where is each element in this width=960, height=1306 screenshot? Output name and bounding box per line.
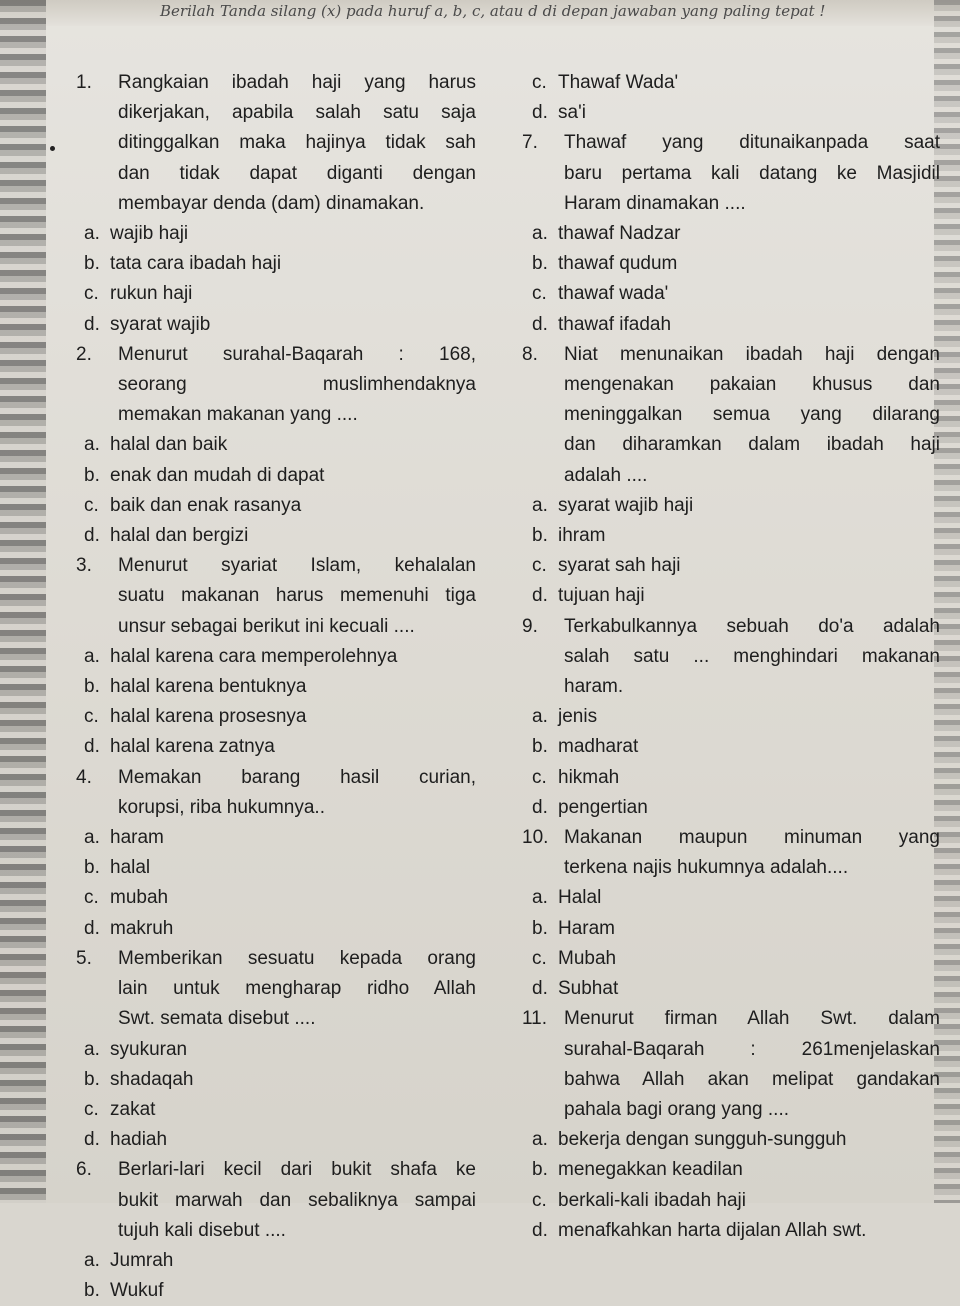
option-d bbox=[522, 793, 940, 823]
question-number: 9. bbox=[522, 615, 538, 637]
option-label: b. bbox=[532, 917, 548, 939]
question-number: 1. bbox=[76, 72, 92, 93]
option-label: d. bbox=[84, 917, 100, 939]
option-label: a. bbox=[84, 434, 100, 456]
question-stem-line: Memberikan sesuatu kepada orang bbox=[118, 947, 476, 969]
option-d bbox=[522, 1216, 940, 1246]
option-label: b. bbox=[84, 857, 100, 879]
option-text: enak dan mudah di dapat bbox=[110, 464, 325, 486]
question-stem-line: Rangkaian ibadah haji yang harus bbox=[118, 72, 476, 93]
question-stem-line: korupsi, riba hukumnya.. bbox=[118, 796, 325, 818]
right-column bbox=[522, 68, 940, 1246]
option-label: d. bbox=[84, 525, 100, 547]
option-text: madharat bbox=[558, 736, 639, 758]
question-stem-line: baru pertama kali datang ke Masjidil bbox=[564, 162, 940, 184]
option-d bbox=[522, 974, 940, 1004]
option-label: b. bbox=[84, 1068, 100, 1090]
question-stem-line: meninggalkan semua yang dilarang bbox=[564, 404, 940, 426]
option-label: c. bbox=[532, 947, 547, 969]
option-text: thawaf qudum bbox=[558, 253, 678, 275]
option-b bbox=[522, 732, 940, 762]
question-4 bbox=[76, 763, 476, 944]
option-label: c. bbox=[84, 1098, 99, 1120]
question-number: 4. bbox=[76, 766, 92, 788]
option-c bbox=[522, 944, 940, 974]
question-stem-line: lain untuk mengharap ridho Allah bbox=[118, 978, 476, 1000]
option-text: hikmah bbox=[558, 766, 620, 788]
question-stem-line: memakan makanan yang .... bbox=[118, 404, 358, 426]
question-stem-line: bukit marwah dan sebaliknya sampai bbox=[118, 1189, 476, 1211]
option-text: halal karena prosesnya bbox=[110, 706, 307, 728]
option-a bbox=[76, 642, 476, 672]
option-label: b. bbox=[84, 676, 100, 698]
question-number: 3. bbox=[76, 555, 92, 577]
option-b bbox=[76, 1276, 476, 1306]
option-label: c. bbox=[84, 494, 99, 516]
option-d bbox=[76, 310, 476, 340]
option-label: a. bbox=[532, 706, 548, 728]
option-text: bekerja dengan sungguh-sungguh bbox=[558, 1129, 847, 1151]
option-c bbox=[76, 883, 476, 913]
option-label: d. bbox=[84, 313, 100, 335]
option-text: syukuran bbox=[110, 1038, 188, 1060]
option-c bbox=[76, 279, 476, 309]
option-text: haram bbox=[110, 827, 164, 849]
option-b bbox=[522, 521, 940, 551]
option-text: tujuan haji bbox=[558, 585, 645, 607]
question-stem-line: Makanan maupun minuman yang bbox=[564, 827, 940, 849]
question-stem-line: seorang muslimhendaknya bbox=[118, 374, 476, 396]
question-1 bbox=[76, 68, 476, 340]
question-stem bbox=[522, 612, 940, 703]
question-stem-line: salah satu ... menghindari makanan bbox=[564, 645, 940, 667]
question-stem-line: bahwa Allah akan melipat gandakan bbox=[564, 1068, 940, 1090]
option-label: c. bbox=[84, 887, 99, 909]
question-stem-line: pahala bagi orang yang .... bbox=[564, 1098, 790, 1120]
question-stem-line: haram. bbox=[564, 676, 624, 698]
question-6 bbox=[522, 68, 940, 128]
question-number: 2. bbox=[76, 343, 92, 365]
question-stem bbox=[522, 128, 940, 219]
option-text: berkali-kali ibadah haji bbox=[558, 1189, 746, 1211]
question-stem bbox=[76, 1155, 476, 1246]
question-stem-line: dikerjakan, apabila salah satu saja bbox=[118, 102, 476, 124]
question-11 bbox=[522, 1004, 940, 1246]
option-a bbox=[522, 491, 940, 521]
question-number: 11. bbox=[522, 1008, 548, 1030]
instruction-text: Berilah Tanda silang (x) pada huruf a, b, c, atau d di depan jawaban yang paling tepat ! bbox=[160, 2, 826, 20]
question-stem-line: Niat menunaikan ibadah haji dengan bbox=[564, 343, 940, 365]
option-text: halal dan baik bbox=[110, 434, 228, 456]
option-text: thawaf wada' bbox=[558, 283, 669, 305]
option-label: d. bbox=[532, 313, 548, 335]
option-label: d. bbox=[84, 1129, 100, 1151]
option-c bbox=[522, 551, 940, 581]
option-text: thawaf Nadzar bbox=[558, 223, 681, 245]
option-a bbox=[76, 430, 476, 460]
question-stem bbox=[76, 763, 476, 823]
option-d bbox=[76, 914, 476, 944]
question-8 bbox=[522, 340, 940, 612]
ink-dot bbox=[50, 146, 55, 151]
question-number: 5. bbox=[76, 947, 92, 969]
question-stem-line: Swt. semata disebut .... bbox=[118, 1008, 316, 1030]
option-text: halal bbox=[110, 857, 151, 879]
question-stem bbox=[76, 340, 476, 431]
question-number: 6. bbox=[76, 1159, 92, 1181]
option-a bbox=[76, 1035, 476, 1065]
option-b bbox=[76, 249, 476, 279]
question-9 bbox=[522, 612, 940, 823]
option-label: b. bbox=[532, 1159, 548, 1181]
question-stem bbox=[522, 1004, 940, 1125]
option-text: baik dan enak rasanya bbox=[110, 494, 302, 516]
option-text: Haram bbox=[558, 917, 616, 939]
question-stem-line: Terkabulkannya sebuah do'a adalah bbox=[564, 615, 940, 637]
option-label: b. bbox=[532, 736, 548, 758]
option-text: halal karena bentuknya bbox=[110, 676, 307, 698]
option-c bbox=[522, 1186, 940, 1216]
option-text: Thawaf Wada' bbox=[558, 72, 679, 93]
question-stem-line: Thawaf yang ditunaikanpada saat bbox=[564, 132, 940, 154]
question-5 bbox=[76, 944, 476, 1155]
option-c bbox=[76, 491, 476, 521]
question-stem-line: adalah .... bbox=[564, 464, 648, 486]
option-b bbox=[76, 461, 476, 491]
option-text: Jumrah bbox=[110, 1249, 174, 1271]
option-text: syarat wajib bbox=[110, 313, 211, 335]
option-label: c. bbox=[84, 706, 99, 728]
option-c bbox=[522, 279, 940, 309]
option-a bbox=[76, 1246, 476, 1276]
option-text: halal karena cara memperolehnya bbox=[110, 645, 398, 667]
option-c bbox=[522, 68, 940, 98]
question-stem-line: dan diharamkan dalam ibadah haji bbox=[564, 434, 940, 456]
option-b bbox=[522, 1155, 940, 1185]
option-text: halal karena zatnya bbox=[110, 736, 275, 758]
question-stem-line: ditinggalkan maka hajinya tidak sah bbox=[118, 132, 476, 154]
option-label: a. bbox=[84, 223, 100, 245]
option-d bbox=[76, 1125, 476, 1155]
option-label: c. bbox=[532, 283, 547, 305]
option-label: c. bbox=[532, 766, 547, 788]
option-text: hadiah bbox=[110, 1129, 168, 1151]
question-stem-line: Menurut syariat Islam, kehalalan bbox=[118, 555, 476, 577]
option-text: syarat wajib haji bbox=[558, 494, 694, 516]
option-text: menegakkan keadilan bbox=[558, 1159, 743, 1181]
option-b bbox=[522, 914, 940, 944]
question-stem-line: membayar denda (dam) dinamakan. bbox=[118, 192, 425, 214]
option-a bbox=[522, 883, 940, 913]
option-text: rukun haji bbox=[110, 283, 193, 305]
option-text: syarat sah haji bbox=[558, 555, 681, 577]
question-stem-line: Memakan barang hasil curian, bbox=[118, 766, 476, 788]
question-stem-line: unsur sebagai berikut ini kecuali .... bbox=[118, 615, 415, 637]
option-label: b. bbox=[532, 525, 548, 547]
question-stem-line: surahal-Baqarah : 261menjelaskan bbox=[564, 1038, 940, 1060]
option-label: a. bbox=[84, 1038, 100, 1060]
option-label: b. bbox=[84, 253, 100, 275]
option-text: ihram bbox=[558, 525, 606, 547]
option-d bbox=[522, 98, 940, 128]
option-d bbox=[76, 732, 476, 762]
option-label: b. bbox=[84, 464, 100, 486]
option-text: Mubah bbox=[558, 947, 617, 969]
question-stem-line: suatu makanan harus memenuhi tiga bbox=[118, 585, 476, 607]
option-text: Wukuf bbox=[110, 1280, 164, 1302]
question-stem-line: terkena najis hukumnya adalah.... bbox=[564, 857, 849, 879]
option-c bbox=[522, 763, 940, 793]
option-text: Halal bbox=[558, 887, 602, 909]
question-stem-line: Menurut surahal-Baqarah : 168, bbox=[118, 343, 476, 365]
option-text: wajib haji bbox=[110, 223, 189, 245]
option-label: a. bbox=[532, 1129, 548, 1151]
option-text: Subhat bbox=[558, 978, 619, 1000]
option-label: d. bbox=[532, 796, 548, 818]
option-d bbox=[522, 310, 940, 340]
option-text: menafkahkan harta dijalan Allah swt. bbox=[558, 1219, 867, 1241]
option-text: jenis bbox=[558, 706, 598, 728]
question-3 bbox=[76, 551, 476, 762]
option-label: a. bbox=[84, 827, 100, 849]
option-label: d. bbox=[84, 736, 100, 758]
option-text: makruh bbox=[110, 917, 174, 939]
question-stem-line: tujuh kali disebut .... bbox=[118, 1219, 286, 1241]
option-b bbox=[76, 1065, 476, 1095]
option-b bbox=[76, 853, 476, 883]
question-number: 10. bbox=[522, 827, 549, 849]
option-label: a. bbox=[532, 887, 548, 909]
option-a bbox=[522, 1125, 940, 1155]
option-text: pengertian bbox=[558, 796, 648, 818]
question-7 bbox=[522, 128, 940, 339]
option-text: zakat bbox=[110, 1098, 156, 1120]
option-label: c. bbox=[532, 72, 547, 93]
option-label: d. bbox=[532, 1219, 548, 1241]
option-label: a. bbox=[532, 223, 548, 245]
option-c bbox=[76, 1095, 476, 1125]
option-label: a. bbox=[84, 645, 100, 667]
option-a bbox=[76, 823, 476, 853]
option-label: d. bbox=[532, 585, 548, 607]
question-10 bbox=[522, 823, 940, 1004]
option-label: d. bbox=[532, 978, 548, 1000]
question-number: 7. bbox=[522, 132, 538, 154]
option-label: c. bbox=[532, 1189, 547, 1211]
option-d bbox=[76, 521, 476, 551]
option-text: sa'i bbox=[558, 102, 586, 124]
option-text: mubah bbox=[110, 887, 169, 909]
binding-edge-left bbox=[0, 0, 46, 1203]
question-stem-line: mengenakan pakaian khusus dan bbox=[564, 374, 940, 396]
left-column bbox=[76, 68, 476, 1306]
option-a bbox=[76, 219, 476, 249]
option-label: d. bbox=[532, 102, 548, 124]
option-text: halal dan bergizi bbox=[110, 525, 249, 547]
option-label: a. bbox=[84, 1249, 100, 1271]
question-stem bbox=[76, 551, 476, 642]
question-stem bbox=[522, 823, 940, 883]
option-b bbox=[76, 672, 476, 702]
option-a bbox=[522, 219, 940, 249]
question-stem-line: Berlari-lari kecil dari bukit shafa ke bbox=[118, 1159, 476, 1181]
option-text: tata cara ibadah haji bbox=[110, 253, 282, 275]
option-label: b. bbox=[84, 1280, 100, 1302]
question-stem bbox=[76, 944, 476, 1035]
option-a bbox=[522, 702, 940, 732]
question-stem-line: dan tidak dapat diganti dengan bbox=[118, 162, 476, 184]
option-label: a. bbox=[532, 494, 548, 516]
option-d bbox=[522, 581, 940, 611]
option-text: shadaqah bbox=[110, 1068, 194, 1090]
question-stem-line: Haram dinamakan .... bbox=[564, 192, 746, 214]
option-b bbox=[522, 249, 940, 279]
option-label: c. bbox=[84, 283, 99, 305]
question-stem bbox=[522, 340, 940, 491]
option-label: c. bbox=[532, 555, 547, 577]
question-stem-line: Menurut firman Allah Swt. dalam bbox=[564, 1008, 940, 1030]
question-stem bbox=[76, 68, 476, 219]
question-2 bbox=[76, 340, 476, 551]
option-label: b. bbox=[532, 253, 548, 275]
question-number: 8. bbox=[522, 343, 538, 365]
question-6 bbox=[76, 1155, 476, 1306]
option-c bbox=[76, 702, 476, 732]
option-text: thawaf ifadah bbox=[558, 313, 672, 335]
